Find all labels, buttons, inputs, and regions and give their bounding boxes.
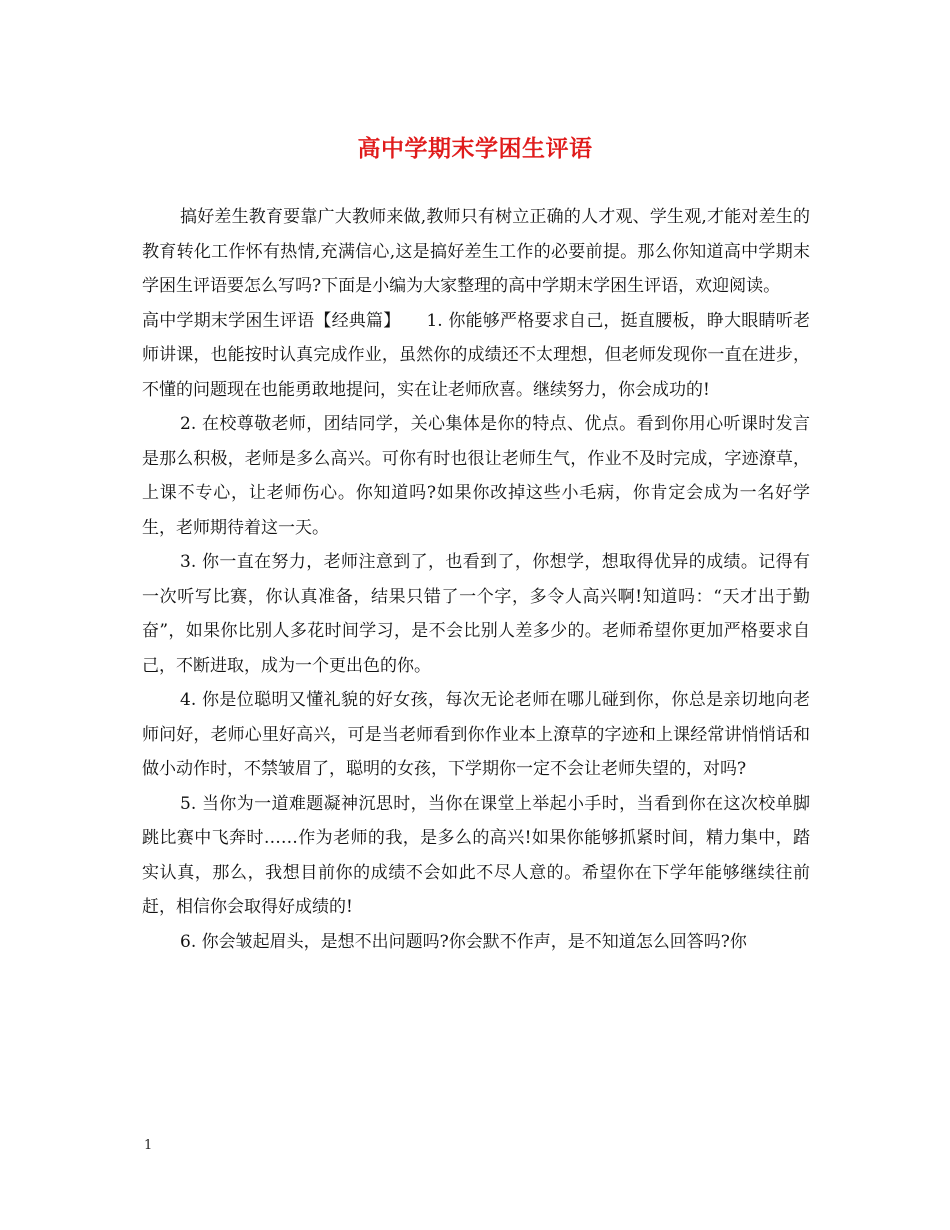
paragraph-3: 3. 你一直在努力，老师注意到了，也看到了，你想学，想取得优异的成绩。记得有一次听写比赛，你认真准备，结果只错了一个字，多令人高兴啊!知道吗：“天才出于勤奋”，如果你比别人多花时间学习，是不会比别人差多少的。老师希望你更加严格要求自己，不断进取，成为一个更出色的你。 (142, 552, 810, 676)
document-title: 高中学期末学困生评语 (357, 135, 593, 162)
paragraph-6: 6. 你会皱起眉头，是想不出问题吗?你会默不作声，是不知道怎么回答吗?你 (180, 931, 747, 952)
paragraph-5: 5. 当你为一道难题凝神沉思时，当你在课堂上举起小手时，当看到你在这次校单脚跳比赛中飞奔时……作为老师的我，是多么的高兴!如果你能够抓紧时间，精力集中，踏实认真，那么，我想目前你的成绩不会如此不尽人意的。希望你在下学年能够继续往前赶，相信你会取得好成绩的! (142, 793, 810, 917)
paragraph-intro: 搞好差生教育要靠广大教师来做,教师只有树立正确的人才观、学生观,才能对差生的教育转化工作怀有热情,充满信心,这是搞好差生工作的必要前提。那么你知道高中学期末学困生评语要怎么写吗?下面是小编为大家整理的高中学期末学困生评语，欢迎阅读。 (142, 207, 810, 296)
document-body (142, 200, 810, 959)
page-number: 1 (144, 1138, 153, 1153)
paragraph-2: 2. 在校尊敬老师，团结同学，关心集体是你的特点、优点。看到你用心听课时发言是那么积极，老师是多么高兴。可你有时也很让老师生气，作业不及时完成，字迹潦草，上课不专心，让老师伤心。你知道吗?如果你改掉这些小毛病，你肯定会成为一名好学生，老师期待着这一天。 (142, 414, 810, 538)
paragraph-4: 4. 你是位聪明又懂礼貌的好女孩，每次无论老师在哪儿碰到你，你总是亲切地向老师问好，老师心里好高兴，可是当老师看到你作业本上潦草的字迹和上课经常讲悄悄话和做小动作时，不禁皱眉了，聪明的女孩，下学期你一定不会让老师失望的，对吗? (142, 690, 810, 779)
paragraph-classic-1: 高中学期末学困生评语【经典篇】 1. 你能够严格要求自己，挺直腰板，睁大眼睛听老师讲课，也能按时认真完成作业，虽然你的成绩还不太理想，但老师发现你一直在进步，不懂的问题现在也能勇敢地提问，实在让老师欣喜。继续努力，你会成功的! (142, 310, 810, 400)
